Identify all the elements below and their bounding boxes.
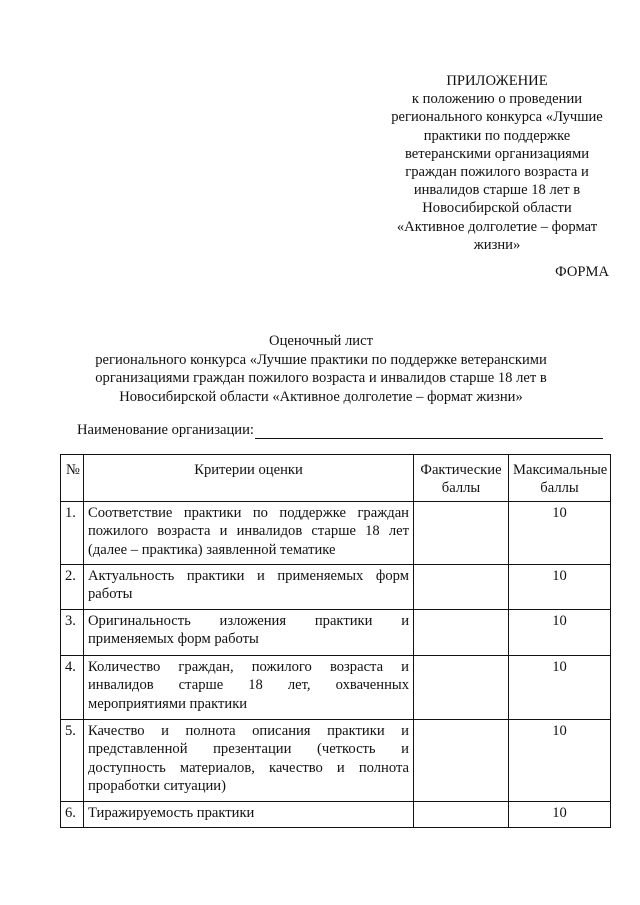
sheet-title: Оценочный лист	[269, 333, 373, 349]
row-max-score: 10	[509, 564, 611, 609]
row-max-score: 10	[509, 719, 611, 801]
row-max-score: 10	[509, 801, 611, 827]
form-label: ФОРМА	[555, 264, 609, 280]
appendix-line: к положению о проведении	[411, 91, 583, 108]
table-row	[61, 564, 611, 609]
row-actual-score-cell[interactable]	[414, 501, 509, 564]
row-number: 6.	[61, 801, 84, 827]
organization-label: Наименование организации:	[77, 422, 254, 438]
table-row	[61, 801, 611, 827]
row-criteria: Соответствие практики по поддержке граждан пожилого возраста и инвалидов старше 18 лет (далее – практика) заявленной тематике	[84, 501, 414, 564]
row-actual-score-cell[interactable]	[414, 564, 509, 609]
row-number: 1.	[61, 501, 84, 564]
table-row	[61, 609, 611, 655]
row-actual-score-cell[interactable]	[414, 609, 509, 655]
appendix-line: инвалидов старше 18 лет в	[413, 182, 581, 199]
sheet-subtitle-line: Новосибирской области «Активное долголетие – формат жизни»	[119, 388, 523, 405]
appendix-line: жизни»	[473, 236, 521, 253]
row-criteria: Тиражируемость практики	[84, 801, 414, 827]
appendix-line: ветеранскими организациями	[404, 145, 590, 162]
row-number: 4.	[61, 655, 84, 719]
organization-name-field[interactable]	[255, 424, 603, 439]
table-header-row	[61, 455, 611, 502]
row-actual-score-cell[interactable]	[414, 719, 509, 801]
table-row	[61, 655, 611, 719]
evaluation-table	[60, 454, 611, 828]
sheet-title-block	[90, 332, 552, 406]
appendix-header	[384, 72, 610, 254]
table-row	[61, 719, 611, 801]
appendix-line: «Активное долголетие – формат	[396, 218, 598, 235]
header-max-score: Максимальные баллы	[509, 455, 611, 502]
header-num: №	[61, 455, 84, 502]
header-actual-score: Фактические баллы	[414, 455, 509, 502]
row-max-score: 10	[509, 501, 611, 564]
appendix-line: Новосибирской области	[422, 200, 572, 217]
row-max-score: 10	[509, 655, 611, 719]
table-row	[61, 501, 611, 564]
row-actual-score-cell[interactable]	[414, 655, 509, 719]
sheet-subtitle-line: регионального конкурса «Лучшие практики по поддержке ветеранскими	[95, 351, 547, 368]
row-criteria: Оригинальность изложения практики и применяемых форм работы	[84, 609, 414, 655]
organization-row	[77, 421, 607, 439]
row-number: 5.	[61, 719, 84, 801]
row-criteria: Качество и полнота описания практики и представленной презентации (четкость и доступность материалов, качество и полнота проработки ситуации)	[84, 719, 414, 801]
header-criteria: Критерии оценки	[84, 455, 414, 502]
appendix-line: граждан пожилого возраста и	[405, 164, 589, 181]
row-max-score: 10	[509, 609, 611, 655]
row-number: 3.	[61, 609, 84, 655]
appendix-title: ПРИЛОЖЕНИЕ	[446, 73, 548, 89]
sheet-subtitle-line: организациями граждан пожилого возраста и инвалидов старше 18 лет в	[95, 370, 547, 387]
row-criteria: Количество граждан, пожилого возраста и инвалидов старше 18 лет, охваченных мероприятиями практики	[84, 655, 414, 719]
row-number: 2.	[61, 564, 84, 609]
appendix-line: регионального конкурса «Лучшие	[391, 109, 603, 126]
appendix-line: практики по поддержке	[423, 127, 571, 144]
row-criteria: Актуальность практики и применяемых форм работы	[84, 564, 414, 609]
row-actual-score-cell[interactable]	[414, 801, 509, 827]
